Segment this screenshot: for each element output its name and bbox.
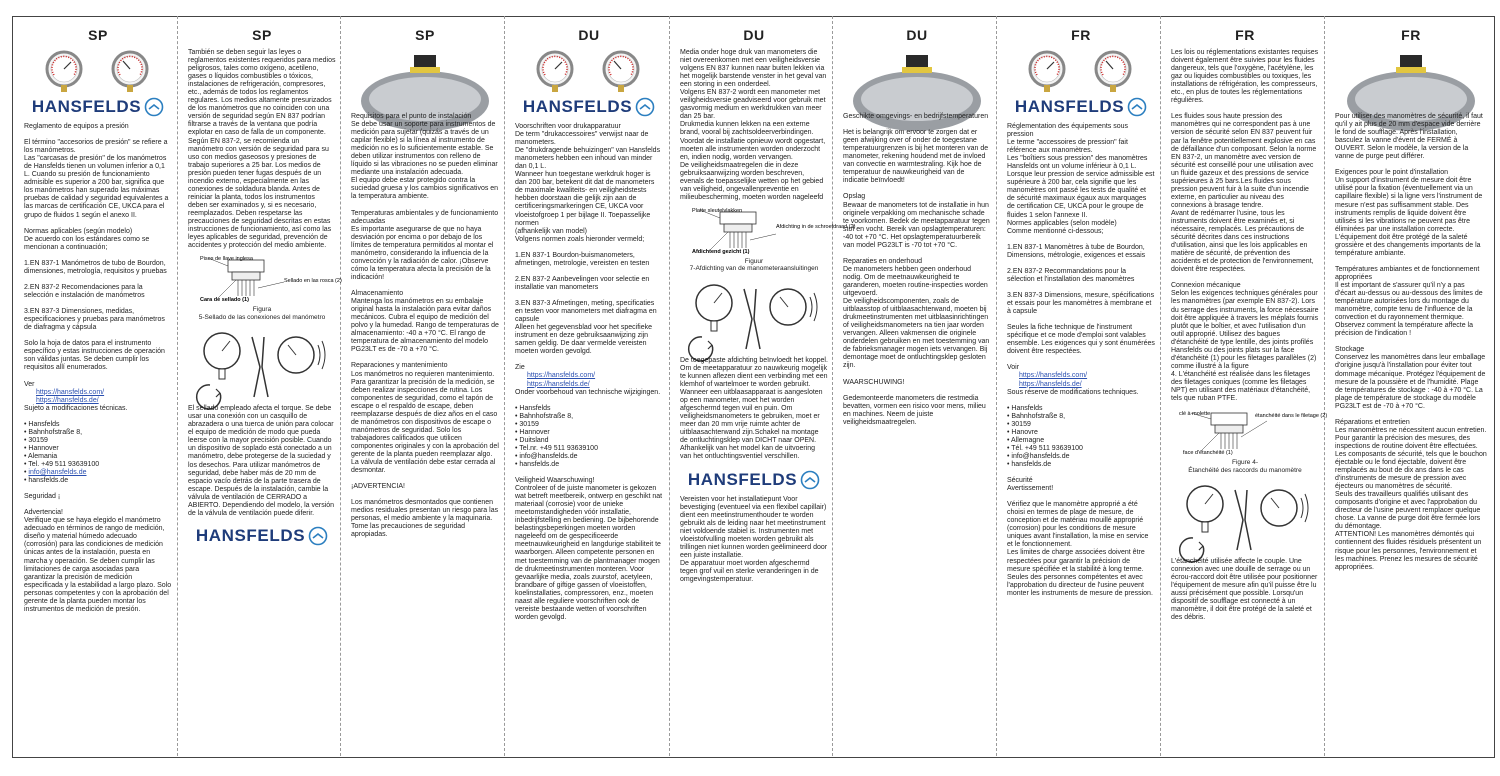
figure-caption: Figuur 7-Afdichting van de manometeraansluitingen: [689, 257, 819, 273]
body-text: Requisitos para el punto de instalación Se debe usar un soporte para instrumentos de medición para sujetar (quizás a través de un capilar flexible) si la línea al instrumento de medición no es lo suficientemente estable. Se deben utilizar instrumentos con relleno de líquido si las vibraciones no se pueden eliminar mediante una instalación adecuada. El equipo debe estar protegido contra la suciedad gruesa y los cambios significativos en la temperatura ambiente. Temperaturas ambientales y de funcionamiento adecuadas Es importante asegurarse de que no haya desviación por encima o por debajo de los límites de temperatura permitidos al montar el manómetro, considerando la influencia de la convección y la radiación de calor. ¡Observe cómo la temperatura afecta la precisión de la indicación! Almacenamiento Mantenga los manómetros en su embalaje original hasta la instalación para evitar daños mecánicos. Cubra el equipo de medición del polvo y la humedad. Rango de temperaturas de almacenamiento: -40 a +70 °C. El rango de temperatura de almacenamiento del modelo PG23LT es de -70 a +70 °C. Reparaciones y mantenimiento Los manómetros no requieren mantenimiento. Para garantizar la precisión de la medición, se deben realizar inspecciones de rutina. Los componentes de seguridad, como el tapón de escape o el respaldo de escape, deben reemplazarse después de diez años en el caso de manómetros con dispositivos de escape o manómetros de seguridad. Solo los trabajadores calificados que utilicen componentes originales y con la aprobación del gerente de la planta pueden reemplazar algo. La válvula de ventilación debe estar cerrada al desmontar. ¡ADVERTENCIA! Los manómetros desmontados que contienen medios residuales presentan un riesgo para las personas, el medio ambiente y la maquinaria. Tome las precauciones de seguridad apropiadas.: [351, 113, 499, 539]
seal-diagram: [188, 254, 342, 304]
pressure-gauge-icon: [593, 49, 649, 93]
website-link[interactable]: https://hansfelds.com/: [527, 372, 596, 380]
pressure-gauge-icon: [38, 49, 94, 93]
figure-label: Afdichting in de schroefdraad (2): [776, 223, 856, 230]
figure-label: Cara de sellado (1): [200, 297, 249, 304]
language-heading: FR: [1401, 27, 1421, 43]
body-text: Reglamento de equipos a presión El término "accesorios de presión" se refiere a los manómetros. Las "carcasas de presión" de los manómetros de Hansfelds tienen un volumen inferior a 0,1 L. Cuando su presión de funcionamiento admisible es superior a 200 bar, significa que los manómetros han superado las máximas pruebas de calidad y seguridad equivalentes a las marcas de certificación CE, UKCA para el grupo de fluidos 1 según el anexo II. Normas aplicables (según modelo) De acuerdo con los estándares como se mencionan a continuación; 1.EN 837-1 Manómetros de tubo de Bourdon, dimensiones, metrología, requisitos y pruebas 2.EN 837-2 Recomendaciones para la selección e instalación de manómetros 3.EN 837-3 Dimensiones, medidas, especificaciones y pruebas para manómetros de diafragma y cápsula Solo la hoja de datos para el instrumento específico y estas instrucciones de operación son válidas juntas. Se deben cumplir los requisitos allí enumerados. Ver: [24, 123, 169, 388]
brand-name: HANSFELDS: [195, 525, 306, 545]
gauge-photo: [852, 49, 982, 107]
pressure-gauge-icon: [1021, 49, 1077, 93]
figure-label: Pisos de llave inglesa: [200, 256, 253, 263]
pressure-gauge-icon: [102, 49, 158, 93]
website-link[interactable]: https://hansfelds.de/: [527, 380, 590, 388]
seal-diagram: [680, 206, 856, 255]
figure-label: Platte sleutelvlakken: [692, 207, 743, 214]
figure-label: étanchéité dans le filetage (2): [1255, 413, 1328, 420]
website-link[interactable]: https://hansfelds.de/: [36, 396, 99, 404]
gauge-logo-icon: [635, 97, 655, 117]
body-text: Media onder hoge druk van manometers die niet overeenkomen met een veiligheidsversie volgens EN 837 kunnen naar buiten lekken via het mogelijk barstende venster in het geval van een storing in een onderdeel. Volgens EN 837-2 wordt een manometer met veiligheidsversie geadviseerd voor gebruik met gasvormig medium en werkdrukken van meer dan 25 bar. Drukmedia kunnen lekken na een externe brand, vooral bij zachtsoldeerverbindingen. Voordat de installatie opnieuw wordt opgestart, moeten alle instrumenten worden onderzocht en, indien nodig, worden vervangen. De veiligheidsmaatregelen die in deze gebruiksaanwijzing worden beschreven, evenals de toepasselijke wetten op het gebied van veiligheid, ongevallenpreventie en milieubescherming, moeten worden nageleefd: [680, 49, 827, 201]
gauge-pair-image: [24, 49, 172, 93]
brand-name: HANSFELDS: [31, 97, 142, 116]
body-text: Sous réserve de modifications techniques. • Hansfelds • Bahnhofstraße 8, • 30159 • Hanovre • Allemagne • Tél. +49 511 93639100 • info@hansfelds.de • hansfelds.de Sécurité Avertissement! Vérifiez que le manomètre approprié a été choisi en termes de plage de mesure, de conception et de matériau mouillé approprié (corrosion) pour les conditions de mesure uniques avant l'installation, la mise en service et le fonctionnement. Les limites de charge associées doivent être respectées pour garantir la précision de mesure spécifiée et la stabilité à long terme. Seules des personnes compétentes et avec l'approbation du directeur de l'usine peuvent monter les instruments de mesure de pression.: [1007, 388, 1153, 597]
language-heading: FR: [1071, 27, 1091, 43]
brand-logo: [24, 97, 172, 117]
language-heading: SP: [88, 27, 108, 43]
body-text: Les lois ou réglementations existantes requises doivent également être suivies pour les fluides dangereux, tels que l'oxygène, l'acétylène, les gaz ou liquides combustibles ou toxiques, les installations de réfrigération, les compresseurs, etc., en plus de toutes les réglementations régulières. Les fluides sous haute pression des manomètres qui ne correspondent pas à une version de sécurité selon EN 837 peuvent fuir par la fenêtre potentiellement explosive en cas de défaillance d'un composant. Selon la norme EN 837-2, un manomètre avec version de sécurité est conseillé pour une utilisation avec un fluide gazeux et des pressions de service supérieures à 25 bars.Les fluides sous pression peuvent fuir à la suite d'un incendie externe, en particulier au niveau des connexions à brasage tendre. Avant de redémarrer l'usine, tous les instruments doivent être examinés et, si nécessaire, remplacés. Les précautions de sécurité décrites dans ces instructions d'utilisation, ainsi que les lois applicables en matière de sécurité, de prévention des accidents et de protection de l'environnement, doivent être respectées. Connexion mécanique Selon les exigences techniques générales pour les manomètres (par exemple EN 837-2). Lors du serrage des instruments, la force nécessaire doit être appliquée à travers les méplats fournis plutôt que le boîtier, et avec l'utilisation d'un outil approprié. Utilisez des bagues d'étanchéité de type lentille, des joints profilés Hansfelds ou des joints plats sur la face d'étanchéité (1) pour les filetages parallèles (2) comme illustré à la figure 4. L'étanchéité est réalisée dans les filetages des filetages coniques (comme les filetages NPT) en utilisant des matériaux d'étanchéité, tels que ruban PTFE.: [1171, 49, 1319, 403]
language-heading: DU: [906, 27, 928, 43]
column-du-1: [505, 16, 668, 756]
pressure-gauge-icon: [529, 49, 585, 93]
body-text: Voorschriften voor drukapparatuur De term "drukaccessoires" verwijst naar de manometers. De "drukdragende behuizingen" van Hansfelds manometers hebben een inhoud van minder dan 0,1 L. Wanneer hun toegestane werkdruk hoger is dan 200 bar, betekent dit dat de manometers de maximale kwaliteits- en veiligheidstests hebben doorstaan die gelijk zijn aan de certificeringsmarkeringen CE, UKCA voor vloeistofgroep 1 per bijlage II. Toepasselijke normen (afhankelijk van model) Volgens normen zoals hieronder vermeld; 1.EN 837-1 Bourdon-buismanometers, afmetingen, metrologie, vereisten en testen 2.EN 837-2 Aanbevelingen voor selectie en installatie van manometers 3.EN 837-3 Afmetingen, meting, specificaties en testen voor manometers met diafragma en capsule Alleen het gegevensblad voor het specifieke instrument en deze gebruiksaanwijzing zijn samen geldig. De daar vermelde vereisten moeten worden gevolgd. Zie: [515, 123, 661, 372]
figure-label: clé à molette: [1179, 411, 1211, 418]
figure-caption: Figure 4- Étanchéité des raccords du manomètre: [1188, 459, 1302, 474]
body-text: También se deben seguir las leyes o reglamentos existentes requeridos para medios peligrosos, tales como oxígeno, acetileno, gases o líquidos combustibles o tóxicos, instalaciones de refrigeración, compresores, etc., además de todos los reglamentos regulares. Los medios altamente presurizados de los manómetros que no coinciden con una versión de seguridad según EN 837 podrían filtrarse a través de la ventana que podría explotar en caso de falla de un componente. Según EN 837-2, se recomienda un manómetro con versión de seguridad para su uso con medios gaseosos y presiones de trabajo superiores a 25 bar. Los medios de presión pueden tener fugas después de un incendio externo, especialmente en las conexiones de soldadura blanda. Antes de reiniciar la planta, todos los instrumentos deben ser examinados y, si es necesario, reemplazados. Deben respetarse las precauciones de seguridad descritas en estas instrucciones de funcionamiento, así como las leyes aplicables de seguridad, prevención de accidentes y protección del medio ambiente.: [188, 49, 336, 250]
seal-diagram: [1171, 407, 1328, 457]
column-fr-3: [1325, 16, 1492, 756]
column-du-3: [833, 16, 996, 756]
column-sp-3: [341, 16, 504, 756]
brand-logo: [1007, 97, 1155, 117]
body-text: Vereisten voor het installatiepunt Voor bevestiging (eventueel via een flexibel capillair) dient een meetinstrumenthouder te worden gebruikt als de leiding naar het meetinstrument niet voldoende stabiel is. Instrumenten met vloeistofvulling moeten worden gebruikt als trillingen niet kunnen worden geëlimineerd door een juiste installatie. De apparatuur moet worden afgeschermd tegen grof vuil en sterke veranderingen in de omgevingstemperatuur.: [680, 495, 828, 583]
body-text: Onder voorbehoud van technische wijzigingen. • Hansfelds • Bahnhofstraße 8, • 30159 • Hannover • Duitsland • Tel.nr. +49 511 93639100 • info@hansfelds.de • hansfelds.de Veiligheid Waarschuwing! Controleer of de juiste manometer is gekozen wat betreft meetbereik, ontwerp en geschikt nat materiaal (corrosie) voor de unieke meetomstandigheden vóór installatie, inbedrijfstelling en bediening. De bijbehorende belastingsbeperkingen moeten worden nageleefd om de gespecificeerde meetnauwkeurigheid en langdurige stabiliteit te waarborgen. Alleen competente personen en met toestemming van de plantmanager mogen de drukmeetinstrumenten monteren. Voor gevaarlijke media, zoals zuurstof, acetyleen, brandbare of giftige gassen of vloeistoffen, koelinstallaties, compressoren, enz., moeten naast alle reguliere voorschriften ook de vereiste bestaande wetten of voorschriften worden gevolgd.: [515, 388, 663, 621]
body-text: Geschikte omgevings- en bedrijfstemperaturen Het is belangrijk om ervoor te zorgen dat er geen afwijking over of onder de toegestane temperatuurgrenzen is bij het monteren van de manometer, rekening houdend met de invloed van convectie en warmtestraling. Kijk hoe de temperatuur de nauwkeurigheid van de indicatie beïnvloedt! Opslag Bewaar de manometers tot de installatie in hun originele verpakking om mechanische schade te voorkomen. Bedek de meetapparatuur tegen stof en vocht. Bereik van opslagtemperaturen: -40 tot +70 °C. Het opslagtemperatuurbereik van model PG23LT is -70 tot +70 °C. Reparaties en onderhoud De manometers hebben geen onderhoud nodig. Om de meetnauwkeurigheid te garanderen, moeten routine-inspecties worden uitgevoerd. De veiligheidscomponenten, zoals de uitblaasstop of uitblaasachterwand, moeten bij drukmeetinstrumenten met uitblaasinrichtingen of veiligheidsmanometers na tien jaar worden vervangen. Alleen vakmensen die originele onderdelen gebruiken en met toestemming van de fabrieksmanager mogen iets vervangen. Bij demontage moet de ontluchtingsklep gesloten zijn. WAARSCHUWING! Gedemonteerde manometers die restmedia bevatten, vormen een risico voor mens, milieu en machines. Neem de juiste veiligheidsmaatregelen.: [843, 113, 990, 426]
website-link[interactable]: https://hansfelds.de/: [1019, 380, 1082, 388]
gauge-photo: [360, 49, 490, 107]
gauge-logo-icon: [308, 526, 328, 546]
column-du-2: [670, 16, 856, 756]
wrench-gauge-illustration: [684, 279, 824, 353]
language-heading: DU: [743, 27, 765, 43]
gauge-logo-icon: [1127, 97, 1147, 117]
brand-logo: [680, 470, 828, 490]
figure-label: Afdichtend gezicht (1): [692, 248, 750, 255]
website-link[interactable]: https://hansfelds.com/: [1019, 372, 1088, 380]
column-sp-2: [178, 16, 341, 756]
figure-label: face d'étanchéité (1): [1183, 450, 1233, 457]
body-text: Réglementation des équipements sous pression Le terme "accessoires de pression" fait référence aux manomètres. Les "boîtiers sous pression" des manomètres Hansfelds ont un volume inférieur à 0,1 L. Lorsque leur pression de service admissible est supérieure à 200 bar, cela signifie que les manomètres ont passé les tests de qualité et de sécurité maximaux égaux aux marquages de certification CE, UKCA pour le groupe de fluides 1 selon l'annexe II. Normes applicables (selon modèle) Comme mentionné ci-dessous; 1.EN 837-1 Manomètres à tube de Bourdon, Dimensions, métrologie, exigences et essais 2.EN 837-2 Recommandations pour la sélection et l'installation des manomètres 3.EN 837-3 Dimensions, mesure, spécifications et essais pour les manomètres à membrane et à capsule Seules la fiche technique de l'instrument spécifique et ce mode d'emploi sont valables ensemble. Les exigences qui y sont énumérées doivent être respectées. Voir: [1007, 123, 1155, 372]
body-text: • hansfelds.de Seguridad ¡ Advertencia! Verifique que se haya elegido el manómetro adecuado en términos de rango de medición, diseño y material húmedo adecuado (corrosión) para las condiciones de medición únicas antes de la instalación, puesta en marcha y operación. Se deben cumplir las limitaciones de carga asociadas para garantizar la precisión de medición especificada y la estabilidad a largo plazo. Solo personas competentes y con la aprobación del gerente de la planta pueden montar los instrumentos de medición de presión.: [24, 477, 172, 613]
body-text: Pour utiliser des manomètres de sécurité, il faut qu'il y ait plus de 20 mm d'espace vide derrière le fond de soufflage. Après l'installation, basculez la vanne d'évent de FERMÉ à OUVERT. Selon le modèle, la version de la vanne de purge peut différer. Exigences pour le point d'installation Un support d'instrument de mesure doit être utilisé pour la fixation (éventuellement via un capillaire flexible) si la ligne vers l'instrument de mesure n'est pas suffisamment stable. Des instruments remplis de liquide doivent être utilisés si les vibrations ne peuvent pas être éliminées par une installation correcte. L'équipement doit être protégé de la saleté grossière et des changements importants de la température ambiante. Températures ambiantes et de fonctionnement appropriées Il est important de s'assurer qu'il n'y a pas d'écart au-dessus ou au-dessous des limites de température autorisées lors du montage du manomètre, compte tenu de l'influence de la convection et du rayonnement thermique. Observez comment la température affecte la précision de l'indication ! Stockage Conservez les manomètres dans leur emballage d'origine jusqu'à l'installation pour éviter tout dommage mécanique. Protégez l'équipement de mesure de la poussière et de l'humidité. Plage de températures de stockage : -40 à +70 °C. La plage de température de stockage du modèle PG23LT est de -70 à +70 °C. Réparations et entretien Les manomètres ne nécessitent aucun entretien. Pour garantir la précision des mesures, des inspections de routine doivent être effectuées. Les composants de sécurité, tels que le bouchon éjectable ou le fond éjectable, doivent être remplacés au bout de dix ans dans le cas d'instruments de mesure de pression avec éjecteurs ou manomètres de sécurité. Seuls des travailleurs qualifiés utilisant des composants d'origine et avec l'approbation du directeur de l'usine peuvent remplacer quelque chose. La vanne de purge doit être fermée lors du démontage. ATTENTION! Les manomètres démontés qui contiennent des fluides résiduels présentent un risque pour les personnes, l'environnement et les machines. Prenez les mesures de sécurité appropriées.: [1335, 113, 1487, 571]
language-heading: DU: [578, 27, 600, 43]
body-text: Sujeto a modificaciones técnicas. • Hansfelds • Bahnhofstraße 8, • 30159 • Hannover • Alemania • Tel. +49 511 93639100: [24, 404, 128, 468]
body-text: L'étanchéité utilisée affecte le couple. Une connexion avec une douille de serrage ou un écrou-raccord doit être utilisée pour positionner l'équipement de mesure afin qu'il puisse être lu aussi précisément que possible. Lorsqu'un dispositif de soufflage est connecté à un manomètre, il doit être protégé de la saleté et des débris.: [1171, 558, 1318, 622]
brand-logo: [515, 97, 663, 117]
figure-caption: Figura 5-Sellado de las conexiones del manómetro: [198, 306, 326, 321]
brand-name: HANSFELDS: [687, 469, 798, 489]
body-text: De toegepaste afdichting beïnvloedt het koppel. Om de meetapparatuur zo nauwkeurig mogelijk te kunnen aflezen dient een verbinding met een klemhof of wartelmoer te worden gebruikt. Wanneer een uitblaasapparaat is aangesloten op een manometer, moet het worden afgeschermd tegen vuil en puin. Om veiligheidsmanometers te gebruiken, moet er meer dan 20 mm vrije ruimte achter de uitblaasachterwand zijn.Schakel na montage de ontluchtingsklep van DICHT naar OPEN. Afhankelijk van het model kan de uitvoering van het ontluchtingsventiel verschillen.: [680, 356, 828, 461]
brand-name: HANSFELDS: [1014, 97, 1125, 116]
pressure-gauge-icon: [1085, 49, 1141, 93]
column-fr-2: [1161, 16, 1328, 756]
language-heading: FR: [1235, 27, 1255, 43]
body-text: El sellado empleado afecta el torque. Se debe usar una conexión con un casquillo de abrazadera o una tuerca de unión para colocar el equipo de medición de modo que pueda leerse con la mayor precisión posible. Cuando un dispositivo de soplado está conectado a un manómetro, debe protegerse de la suciedad y los desechos. Para utilizar manómetros de seguridad, debe haber más de 20 mm de espacio vacío detrás de la parte trasera de escape. Después de la instalación, cambie la válvula de ventilación de CERRADO a ABIERTO. Dependiendo del modelo, la versión de la válvula de ventilación puede diferir.: [188, 405, 335, 517]
gauge-logo-icon: [800, 470, 820, 490]
brand-logo: [188, 526, 336, 546]
website-link[interactable]: https://hansfelds.com/: [36, 388, 105, 396]
brand-name: HANSFELDS: [522, 97, 633, 116]
gauge-photo: [1346, 49, 1476, 107]
wrench-gauge-illustration: [192, 327, 332, 401]
language-heading: SP: [252, 27, 272, 43]
gauge-pair-image: [515, 49, 663, 93]
gauge-logo-icon: [144, 97, 164, 117]
gauge-pair-image: [1007, 49, 1155, 93]
column-fr-1: [997, 16, 1160, 756]
wrench-gauge-illustration: [1175, 480, 1315, 554]
email-link[interactable]: info@hansfelds.de: [28, 469, 87, 477]
column-sp-1: SP HANSFELDS Reglamento de equipos a presión El término "accesorios de presión" se refiere a los manómetros. Las "carcasas de presión" de los manómetros de Hansfelds tienen un volumen inferior a 0,1 L. Cuando su presión de funcionamiento admisible es superior a 200 bar, significa que los manómetros han superado las máximas pruebas de calidad y seguridad equivalentes a las marcas de certificación CE, UKCA para el grupo de fluidos 1 según el anexo II. Normas aplicables (según modelo) De acuerdo con los estándares como se mencionan a continuación; 1.EN 837-1 Manómetros de tubo de Bourdon, dimensiones, metrología, requisitos y pruebas 2.EN 837-2 Recomendaciones para la selección e instalación de manómetros 3.EN 837-3 Dimensiones, medidas, especificaciones y pruebas para manómetros de diafragma y cápsula Solo la hoja de datos para el instrumento específico y estas instrucciones de operación son válidas juntas. Se deben cumplir los requisitos allí enumerados. Ver https://hansfelds.com/ https://hansfelds.de/ Sujeto a modificaciones técnicas. • Hansfelds • Bahnhofstraße 8, • 30159 • Hannover • Alemania • Tel. +49 511 93639100 • info@hansfelds.de • hansfelds.de Seguridad ¡ Advertencia! Verifique que se haya elegido el manómetro adecuado en términos de rango de medición, diseño y material húmedo adecuado (corrosión) para las condiciones de medición únicas antes de la instalación, puesta en marcha y operación. Se deben cumplir las limitaciones de carga asociadas para garantizar la precisión de medición especificada y la estabilidad a largo plazo. Solo personas competentes y con la aprobación del gerente de la planta pueden montar los instrumentos de medición de presión.: [24, 27, 172, 613]
figure-label: Sellado en las rosca (2): [284, 278, 342, 285]
language-heading: SP: [415, 27, 435, 43]
